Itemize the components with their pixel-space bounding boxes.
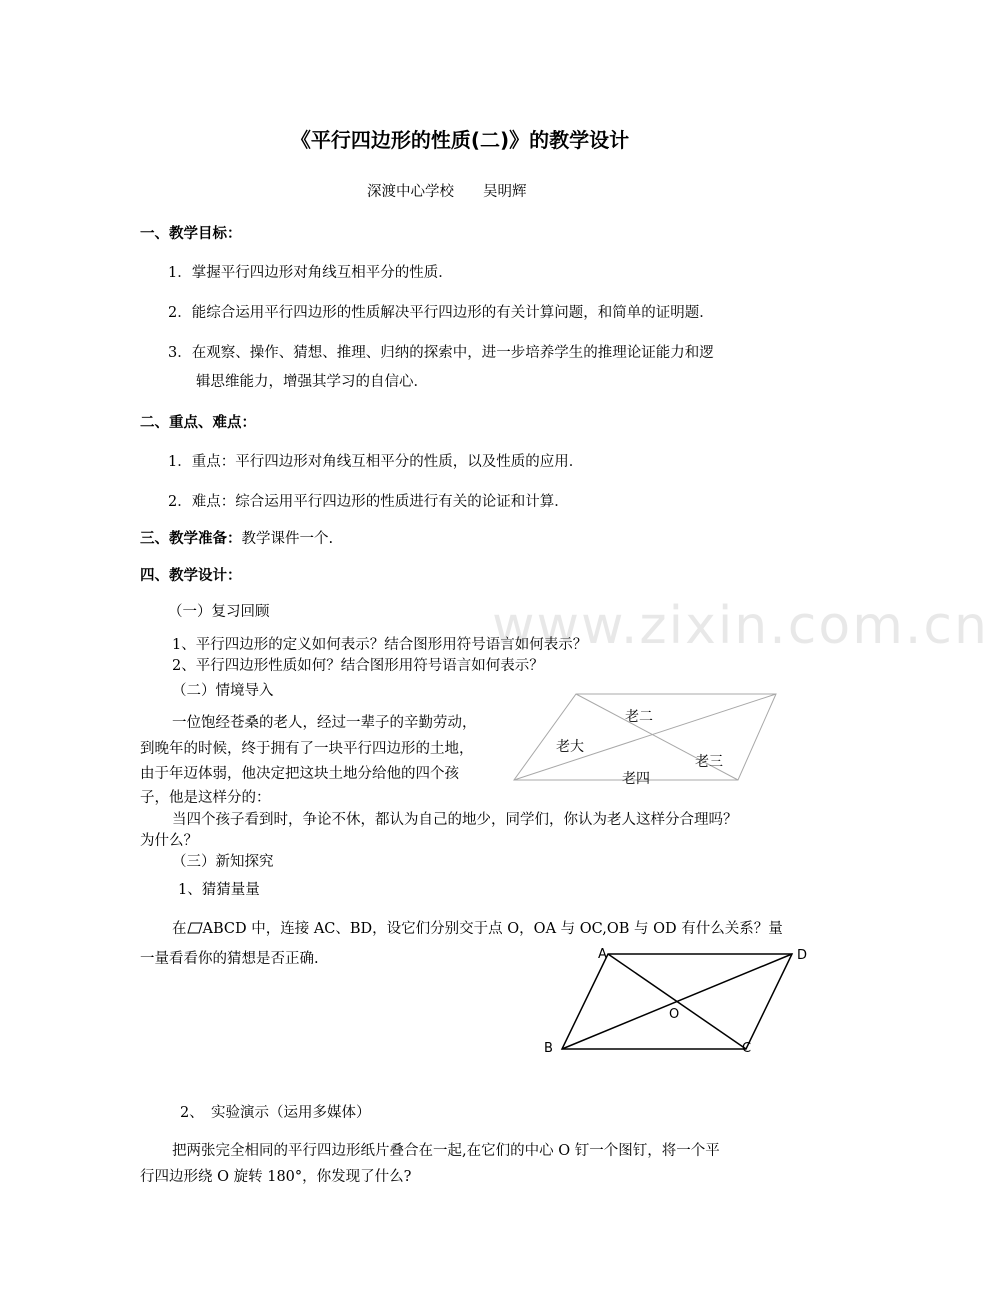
parallelogram-symbol-icon <box>187 922 203 934</box>
story-line-2: 到晚年的时候，终于拥有了一块平行四边形的土地， <box>140 741 474 757</box>
watermark: www.zixin.com.cn <box>492 596 989 656</box>
experiment-line-1: 把两张完全相同的平行四边形纸片叠合在一起,在它们的中心 O 钉一个图钉，将一个平 <box>172 1143 720 1159</box>
label-second: 老二 <box>625 709 653 725</box>
story-line-4: 子，他是这样分的： <box>140 790 271 806</box>
objective-2: 2．能综合运用平行四边形的性质解决平行四边形的有关计算问题，和简单的证明题． <box>168 305 714 321</box>
section-3-heading: 三、教学准备： <box>140 531 242 547</box>
label-fourth: 老四 <box>622 771 650 787</box>
label-eldest: 老大 <box>556 739 584 755</box>
diagonal-bd <box>562 954 792 1049</box>
point-d-label: D <box>797 948 808 963</box>
objective-3-continued: 辑思维能力，增强其学习的自信心． <box>196 374 428 390</box>
author-line: 深渡中心学校 吴明辉 <box>367 184 527 200</box>
guess-title: 1、猜猜量量 <box>178 882 260 898</box>
review-item-1: 1、平行四边形的定义如何表示？结合图形用符号语言如何表示？ <box>172 637 588 653</box>
section-3-text: 教学课件一个. <box>241 531 334 547</box>
story-line-3: 由于年迈体弱，他决定把这块土地分给他的四个孩 <box>140 766 459 782</box>
experiment-line-2: 行四边形绕 O 旋转 180°，你发现了什么? <box>140 1169 412 1185</box>
parallelogram-abcd-figure <box>540 942 820 1062</box>
land-diagonal-2 <box>514 694 776 780</box>
review-item-2: 2、平行四边形性质如何？结合图形用符号语言如何表示？ <box>172 658 544 674</box>
difficult-point: 2．难点：综合运用平行四边形的性质进行有关的论证和计算． <box>168 494 569 510</box>
section-1-heading: 一、教学目标： <box>140 226 242 242</box>
point-a-label: A <box>598 947 607 962</box>
point-b-label: B <box>544 1041 553 1056</box>
review-title: （一）复习回顾 <box>168 604 270 620</box>
label-third: 老三 <box>695 754 723 770</box>
document-title: 《平行四边形的性质(二)》的教学设计 <box>290 128 630 152</box>
objective-3: 3．在观察、操作、猜想、推理、归纳的探索中，进一步培养学生的推理论证能力和逻 <box>168 345 714 361</box>
section-3 <box>140 527 333 548</box>
objective-1: 1．掌握平行四边形对角线互相平分的性质． <box>168 265 453 281</box>
situation-title: （二）情境导入 <box>172 683 274 699</box>
guess-question-line-1 <box>172 917 783 938</box>
section-4-heading: 四、教学设计： <box>140 568 242 584</box>
guess-text: ABCD 中，连接 AC、BD，设它们分别交于点 O，OA 与 OC,OB 与 OD 有什么关系？量 <box>202 921 783 937</box>
experiment-title: 2、 实验演示（运用多媒体） <box>180 1105 371 1121</box>
section-2-heading: 二、重点、难点： <box>140 415 256 431</box>
story-line-6: 为什么？ <box>140 833 198 849</box>
guess-prefix: 在 <box>172 921 187 937</box>
point-o-label: O <box>669 1007 680 1022</box>
explore-title: （三）新知探究 <box>172 854 274 870</box>
point-c-label: C <box>742 1041 752 1056</box>
guess-question-line-2: 一量看看你的猜想是否正确. <box>140 951 319 967</box>
land-division-figure <box>512 692 782 787</box>
key-point: 1．重点：平行四边形对角线互相平分的性质，以及性质的应用． <box>168 454 584 470</box>
story-line-1: 一位饱经苍桑的老人，经过一辈子的辛勤劳动， <box>172 715 477 731</box>
story-line-5: 当四个孩子看到时，争论不休，都认为自己的地少，同学们，你认为老人这样分合理吗？ <box>172 812 738 828</box>
